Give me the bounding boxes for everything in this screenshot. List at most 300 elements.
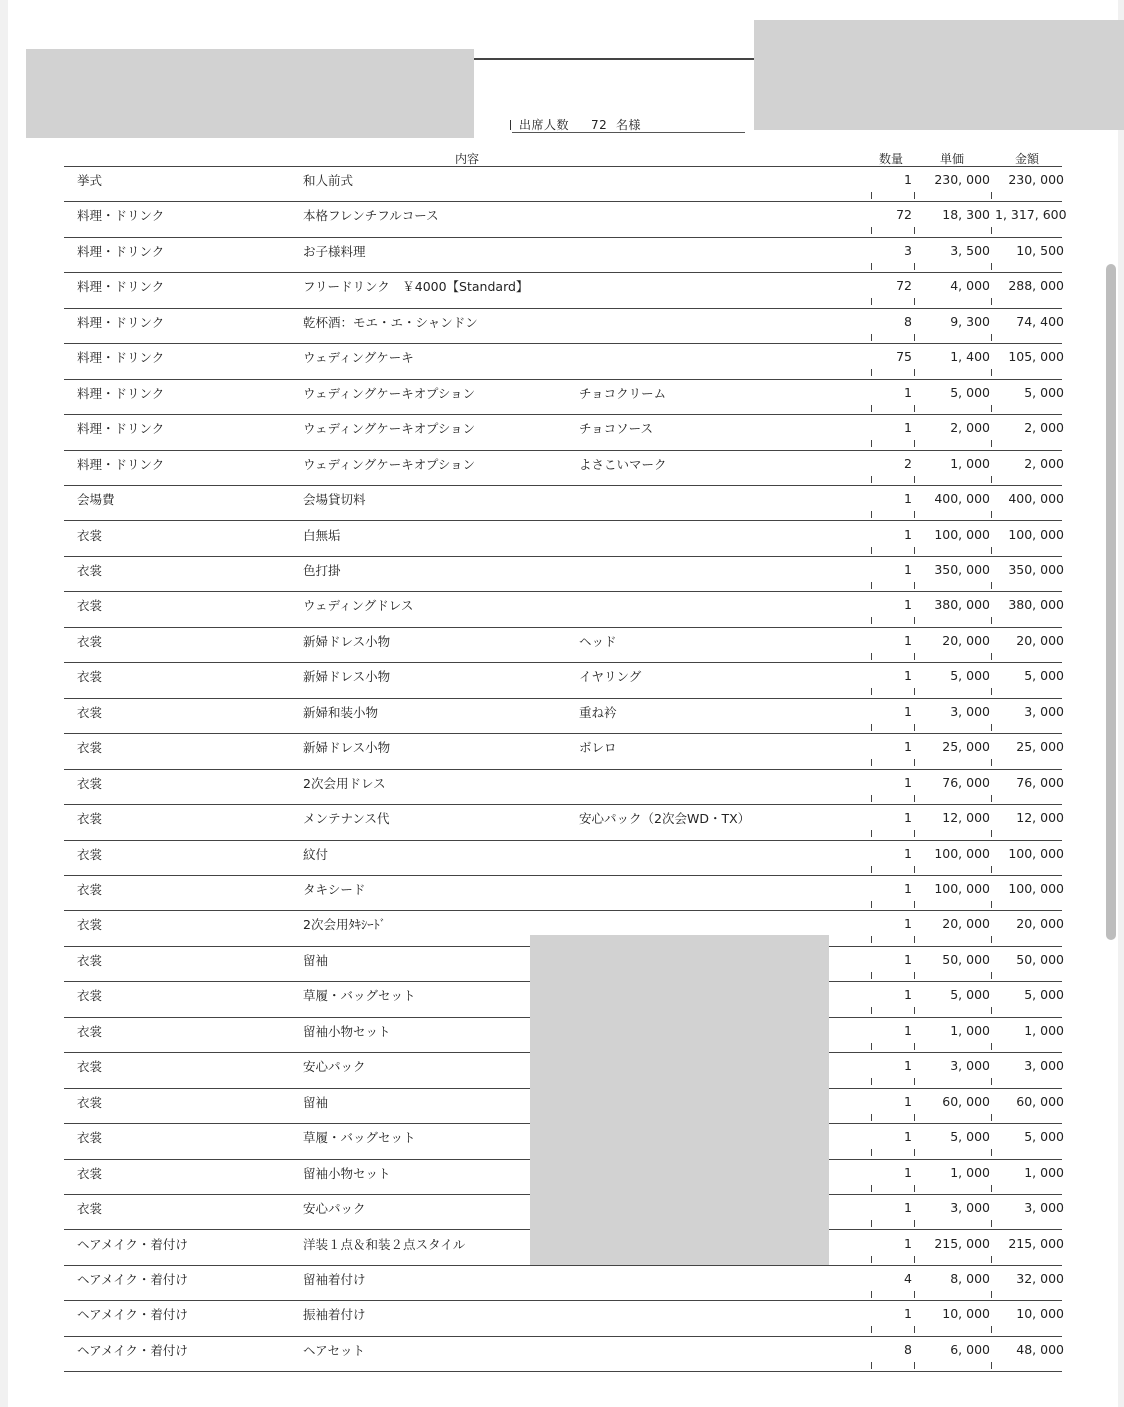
table-row — [0, 273, 1124, 308]
column-tick — [914, 1220, 915, 1227]
row-item: ウェディングケーキオプション — [303, 456, 476, 472]
row-qty: 1 — [904, 703, 912, 719]
attendance-count: 72 — [591, 118, 608, 132]
row-qty: 1 — [904, 491, 912, 507]
row-category: ヘアメイク・着付け — [77, 1342, 188, 1358]
column-tick — [871, 511, 872, 518]
column-tick — [871, 617, 872, 624]
row-amount: 20, 000 — [1016, 632, 1064, 648]
column-header-amount: 金額 — [1015, 152, 1040, 166]
table-row — [0, 486, 1124, 521]
row-category: 衣裳 — [77, 988, 103, 1004]
column-tick — [991, 724, 992, 731]
column-tick — [914, 1185, 915, 1192]
row-amount: 288, 000 — [1008, 278, 1064, 294]
column-tick — [914, 511, 915, 518]
row-item: 新婦ドレス小物 — [303, 740, 391, 756]
column-tick — [914, 1291, 915, 1298]
row-qty: 1 — [904, 420, 912, 436]
column-tick — [991, 1185, 992, 1192]
row-item: 留袖小物セット — [303, 1023, 391, 1039]
row-amount: 1, 000 — [1024, 1022, 1064, 1038]
row-unit-price: 4, 000 — [950, 278, 990, 294]
row-unit-price: 25, 000 — [942, 739, 990, 755]
row-amount: 100, 000 — [1008, 845, 1064, 861]
row-unit-price: 20, 000 — [942, 916, 990, 932]
column-tick — [991, 440, 992, 447]
row-unit-price: 1, 000 — [950, 1022, 990, 1038]
column-tick — [914, 263, 915, 270]
column-tick — [991, 298, 992, 305]
column-tick — [914, 369, 915, 376]
row-unit-price: 9, 300 — [950, 313, 990, 329]
column-tick — [871, 1114, 872, 1121]
row-qty: 1 — [904, 774, 912, 790]
column-tick — [991, 795, 992, 802]
row-category: 衣裳 — [77, 598, 103, 614]
row-amount: 3, 000 — [1024, 1058, 1064, 1074]
row-amount: 100, 000 — [1008, 526, 1064, 542]
column-tick — [871, 192, 872, 199]
row-unit-price: 10, 000 — [942, 1306, 990, 1322]
row-qty: 1 — [904, 1306, 912, 1322]
row-item: 留袖小物セット — [303, 1165, 391, 1181]
row-category: 衣裳 — [77, 669, 103, 685]
row-amount: 2, 000 — [1024, 420, 1064, 436]
column-tick — [871, 1078, 872, 1085]
row-qty: 1 — [904, 1093, 912, 1109]
column-tick — [914, 795, 915, 802]
column-header-qty: 数量 — [879, 152, 904, 166]
row-qty: 3 — [904, 242, 912, 258]
row-qty: 1 — [904, 810, 912, 826]
column-tick — [871, 688, 872, 695]
row-amount: 100, 000 — [1008, 881, 1064, 896]
row-category: 料理・ドリンク — [77, 208, 165, 224]
table-row — [0, 699, 1124, 734]
column-tick — [991, 405, 992, 412]
row-category: 衣裳 — [77, 740, 103, 756]
row-unit-price: 5, 000 — [950, 384, 990, 400]
attendance-label: 出席人数 — [519, 118, 570, 132]
attendance-info — [510, 116, 641, 133]
row-amount: 50, 000 — [1016, 951, 1064, 967]
table-row — [0, 876, 1124, 911]
row-unit-price: 76, 000 — [942, 774, 990, 790]
row-option: 安心パック（2次会WD・TX） — [579, 811, 751, 827]
row-item: 2次会用ドレス — [303, 775, 386, 791]
row-amount: 105, 000 — [1008, 349, 1064, 365]
column-tick — [871, 547, 872, 554]
row-item: 乾杯酒：モエ・エ・シャンドン — [303, 314, 478, 330]
column-tick — [871, 972, 872, 979]
table-row — [0, 663, 1124, 698]
row-unit-price: 350, 000 — [934, 561, 990, 577]
column-tick — [914, 192, 915, 199]
column-tick — [871, 1185, 872, 1192]
row-amount: 400, 000 — [1008, 491, 1064, 507]
column-tick — [991, 582, 992, 589]
table-row — [0, 805, 1124, 840]
row-amount: 25, 000 — [1016, 739, 1064, 755]
row-amount: 10, 000 — [1016, 1306, 1064, 1322]
row-item: 2次会用ﾀｷｼｰﾄﾞ — [303, 917, 386, 933]
row-unit-price: 1, 000 — [950, 1164, 990, 1180]
row-unit-price: 12, 000 — [942, 810, 990, 826]
column-tick — [914, 1043, 915, 1050]
row-qty: 1 — [904, 632, 912, 648]
column-tick — [914, 334, 915, 341]
column-tick — [914, 759, 915, 766]
row-qty: 1 — [904, 1164, 912, 1180]
row-amount: 350, 000 — [1008, 561, 1064, 577]
row-unit-price: 50, 000 — [942, 951, 990, 967]
row-item: フリードリンク ￥4000【Standard】 — [303, 279, 529, 295]
table-row — [0, 770, 1124, 805]
row-item: 洋装１点＆和装２点スタイル — [303, 1236, 466, 1252]
row-item: 新婦和装小物 — [303, 704, 379, 720]
row-amount: 1, 000 — [1024, 1164, 1064, 1180]
row-item: ヘアセット — [303, 1342, 366, 1358]
row-item: メンテナンス代 — [303, 811, 390, 827]
row-amount: 5, 000 — [1024, 1129, 1064, 1145]
row-category: ヘアメイク・着付け — [77, 1271, 188, 1287]
row-unit-price: 380, 000 — [934, 597, 990, 613]
row-item: 新婦ドレス小物 — [303, 669, 391, 685]
scrollbar[interactable] — [1106, 264, 1116, 940]
attendance-underline — [512, 132, 745, 133]
row-category: 衣裳 — [77, 1165, 103, 1181]
column-tick — [991, 227, 992, 234]
column-tick — [871, 298, 872, 305]
column-tick — [991, 1326, 992, 1333]
row-unit-price: 20, 000 — [942, 632, 990, 648]
row-category: 衣裳 — [77, 562, 103, 578]
column-tick — [871, 476, 872, 483]
row-unit-price: 100, 000 — [934, 526, 990, 542]
column-tick — [914, 688, 915, 695]
row-item: 会場貸切料 — [303, 492, 366, 508]
row-unit-price: 400, 000 — [934, 491, 990, 507]
row-qty: 1 — [904, 1235, 912, 1251]
column-tick — [914, 476, 915, 483]
column-tick — [991, 369, 992, 376]
column-tick — [914, 440, 915, 447]
row-unit-price: 8, 000 — [950, 1270, 990, 1286]
row-amount: 76, 000 — [1016, 774, 1064, 790]
column-tick — [871, 830, 872, 837]
row-qty: 1 — [904, 951, 912, 967]
redacted-area-middle — [530, 935, 829, 1265]
row-item: 安心パック — [303, 1059, 366, 1075]
row-amount: 10, 500 — [1016, 242, 1064, 258]
column-tick — [914, 1078, 915, 1085]
row-qty: 1 — [904, 845, 912, 861]
row-unit-price: 3, 000 — [950, 703, 990, 719]
table-row — [0, 557, 1124, 592]
row-category: 衣裳 — [77, 882, 103, 897]
column-tick — [871, 866, 872, 873]
column-tick — [991, 476, 992, 483]
row-item: ウェディングケーキオプション — [303, 421, 476, 437]
row-unit-price: 3, 500 — [950, 242, 990, 258]
column-tick — [991, 1078, 992, 1085]
column-tick — [991, 1007, 992, 1014]
column-tick — [871, 227, 872, 234]
row-qty: 1 — [904, 172, 912, 187]
row-qty: 1 — [904, 987, 912, 1003]
row-qty: 1 — [904, 916, 912, 932]
column-tick — [991, 263, 992, 270]
row-item: 留袖 — [303, 1094, 329, 1110]
table-row — [0, 167, 1124, 202]
row-qty: 72 — [896, 278, 912, 294]
table-row — [0, 344, 1124, 379]
row-category: 衣裳 — [77, 846, 103, 862]
row-qty: 4 — [904, 1270, 912, 1286]
row-option: よさこいマーク — [579, 456, 667, 472]
row-qty: 1 — [904, 561, 912, 577]
row-qty: 2 — [904, 455, 912, 471]
column-tick — [991, 901, 992, 908]
column-header-unit-price: 単価 — [940, 152, 965, 166]
row-option: ボレロ — [579, 740, 617, 756]
row-amount: 230, 000 — [1008, 172, 1064, 187]
row-unit-price: 18, 300 — [942, 207, 990, 223]
table-row — [0, 841, 1124, 876]
row-category: 会場費 — [77, 492, 115, 508]
column-tick — [871, 405, 872, 412]
column-tick — [991, 1291, 992, 1298]
row-amount: 3, 000 — [1024, 1200, 1064, 1216]
row-amount: 12, 000 — [1016, 810, 1064, 826]
column-tick — [991, 759, 992, 766]
table-row — [0, 1266, 1124, 1301]
column-tick — [871, 334, 872, 341]
row-category: ヘアメイク・着付け — [77, 1236, 188, 1252]
row-category: 挙式 — [77, 173, 103, 188]
column-tick — [914, 298, 915, 305]
row-unit-price: 60, 000 — [942, 1093, 990, 1109]
table-row — [0, 592, 1124, 627]
table-row — [0, 238, 1124, 273]
column-tick — [871, 901, 872, 908]
row-item: 本格フレンチフルコース — [303, 208, 439, 224]
column-tick — [871, 582, 872, 589]
row-category: 衣裳 — [77, 704, 103, 720]
row-item: 和人前式 — [303, 173, 354, 188]
table-row — [0, 415, 1124, 450]
row-amount: 5, 000 — [1024, 384, 1064, 400]
row-unit-price: 230, 000 — [934, 172, 990, 187]
row-category: 料理・ドリンク — [77, 243, 165, 259]
column-tick — [871, 1007, 872, 1014]
row-qty: 1 — [904, 1200, 912, 1216]
row-amount: 74, 400 — [1016, 313, 1064, 329]
row-item: 草履・バッグセット — [303, 988, 416, 1004]
row-qty: 8 — [904, 313, 912, 329]
row-item: 留袖 — [303, 952, 329, 968]
row-amount: 1, 317, 600 — [995, 207, 1067, 223]
row-category: 衣裳 — [77, 1094, 103, 1110]
row-unit-price: 1, 400 — [950, 349, 990, 365]
column-tick — [914, 724, 915, 731]
row-qty: 72 — [896, 207, 912, 223]
row-item: 草履・バッグセット — [303, 1130, 416, 1146]
row-category: 料理・ドリンク — [77, 421, 165, 437]
row-amount: 32, 000 — [1016, 1270, 1064, 1286]
column-tick — [914, 936, 915, 943]
column-tick — [991, 1362, 992, 1369]
row-category: 衣裳 — [77, 633, 103, 649]
column-tick — [991, 1043, 992, 1050]
row-category: 衣裳 — [77, 1130, 103, 1146]
row-unit-price: 3, 000 — [950, 1058, 990, 1074]
column-tick — [871, 1256, 872, 1263]
column-tick — [991, 1220, 992, 1227]
row-item: 紋付 — [303, 846, 329, 862]
row-item: 留袖着付け — [303, 1271, 366, 1287]
redacted-area-top-right — [754, 20, 1124, 130]
column-tick — [914, 653, 915, 660]
column-tick — [991, 547, 992, 554]
row-qty: 1 — [904, 526, 912, 542]
row-qty: 1 — [904, 1022, 912, 1038]
column-tick — [871, 653, 872, 660]
title-underline — [474, 58, 754, 60]
row-option: 重ね衿 — [579, 704, 617, 720]
column-tick — [914, 1149, 915, 1156]
row-amount: 5, 000 — [1024, 987, 1064, 1003]
row-unit-price: 3, 000 — [950, 1200, 990, 1216]
column-tick — [914, 1362, 915, 1369]
row-unit-price: 6, 000 — [950, 1341, 990, 1357]
attendance-tick — [510, 120, 511, 130]
row-qty: 1 — [904, 1129, 912, 1145]
row-unit-price: 2, 000 — [950, 420, 990, 436]
row-unit-price: 215, 000 — [934, 1235, 990, 1251]
row-amount: 215, 000 — [1008, 1235, 1064, 1251]
row-amount: 48, 000 — [1016, 1341, 1064, 1357]
row-unit-price: 5, 000 — [950, 668, 990, 684]
column-tick — [914, 227, 915, 234]
column-tick — [991, 617, 992, 624]
column-tick — [914, 617, 915, 624]
column-tick — [914, 1114, 915, 1121]
column-tick — [914, 547, 915, 554]
column-tick — [871, 1291, 872, 1298]
column-tick — [991, 866, 992, 873]
row-qty: 1 — [904, 384, 912, 400]
row-option: イヤリング — [579, 669, 642, 685]
column-header-content: 内容 — [455, 152, 480, 166]
column-tick — [991, 653, 992, 660]
row-category: 衣裳 — [77, 1201, 103, 1217]
row-option: ヘッド — [579, 633, 617, 649]
column-tick — [991, 972, 992, 979]
row-qty: 1 — [904, 597, 912, 613]
row-item: お子様料理 — [303, 243, 366, 259]
row-category: 衣裳 — [77, 527, 103, 543]
column-tick — [991, 334, 992, 341]
column-tick — [914, 866, 915, 873]
row-qty: 75 — [896, 349, 912, 365]
column-tick — [871, 1043, 872, 1050]
column-tick — [914, 1256, 915, 1263]
row-item: 安心パック — [303, 1201, 366, 1217]
column-tick — [991, 688, 992, 695]
column-tick — [914, 1007, 915, 1014]
column-tick — [871, 1149, 872, 1156]
redacted-area-top-left — [26, 49, 474, 138]
row-category: 衣裳 — [77, 952, 103, 968]
attendance-unit: 名様 — [615, 118, 641, 132]
row-item: 色打掛 — [303, 562, 341, 578]
row-option: チョコクリーム — [579, 385, 667, 401]
row-qty: 8 — [904, 1341, 912, 1357]
row-category: 料理・ドリンク — [77, 279, 165, 295]
column-tick — [914, 830, 915, 837]
column-tick — [871, 1362, 872, 1369]
row-item: 振袖着付け — [303, 1307, 366, 1323]
column-tick — [914, 582, 915, 589]
row-qty: 1 — [904, 1058, 912, 1074]
column-tick — [991, 1114, 992, 1121]
column-tick — [871, 795, 872, 802]
table-row — [0, 1337, 1124, 1372]
column-tick — [991, 1149, 992, 1156]
row-item: 白無垢 — [303, 527, 341, 543]
column-tick — [871, 759, 872, 766]
table-row — [0, 309, 1124, 344]
row-category: 衣裳 — [77, 775, 103, 791]
column-tick — [871, 263, 872, 270]
table-row — [0, 451, 1124, 486]
row-category: 衣裳 — [77, 811, 103, 827]
row-unit-price: 1, 000 — [950, 455, 990, 471]
column-tick — [914, 901, 915, 908]
row-option: チョコソース — [579, 421, 654, 437]
row-unit-price: 5, 000 — [950, 1129, 990, 1145]
table-row — [0, 1301, 1124, 1336]
column-tick — [871, 369, 872, 376]
table-row — [0, 734, 1124, 769]
row-item: ウェディングケーキ — [303, 350, 414, 366]
row-category: 衣裳 — [77, 917, 103, 933]
row-category: 衣裳 — [77, 1059, 103, 1075]
row-amount: 5, 000 — [1024, 668, 1064, 684]
column-tick — [871, 1220, 872, 1227]
column-tick — [871, 1326, 872, 1333]
row-amount: 3, 000 — [1024, 703, 1064, 719]
row-category: 料理・ドリンク — [77, 385, 165, 401]
row-category: 料理・ドリンク — [77, 350, 165, 366]
column-tick — [914, 972, 915, 979]
column-tick — [991, 936, 992, 943]
row-item: タキシード — [303, 882, 366, 897]
row-unit-price: 100, 000 — [934, 845, 990, 861]
row-rule — [64, 1371, 1062, 1372]
row-category: 料理・ドリンク — [77, 456, 165, 472]
column-tick — [871, 724, 872, 731]
row-category: 料理・ドリンク — [77, 314, 165, 330]
table-row — [0, 380, 1124, 415]
row-qty: 1 — [904, 739, 912, 755]
row-amount: 20, 000 — [1016, 916, 1064, 932]
column-tick — [914, 1326, 915, 1333]
row-category: ヘアメイク・着付け — [77, 1307, 188, 1323]
row-unit-price: 5, 000 — [950, 987, 990, 1003]
